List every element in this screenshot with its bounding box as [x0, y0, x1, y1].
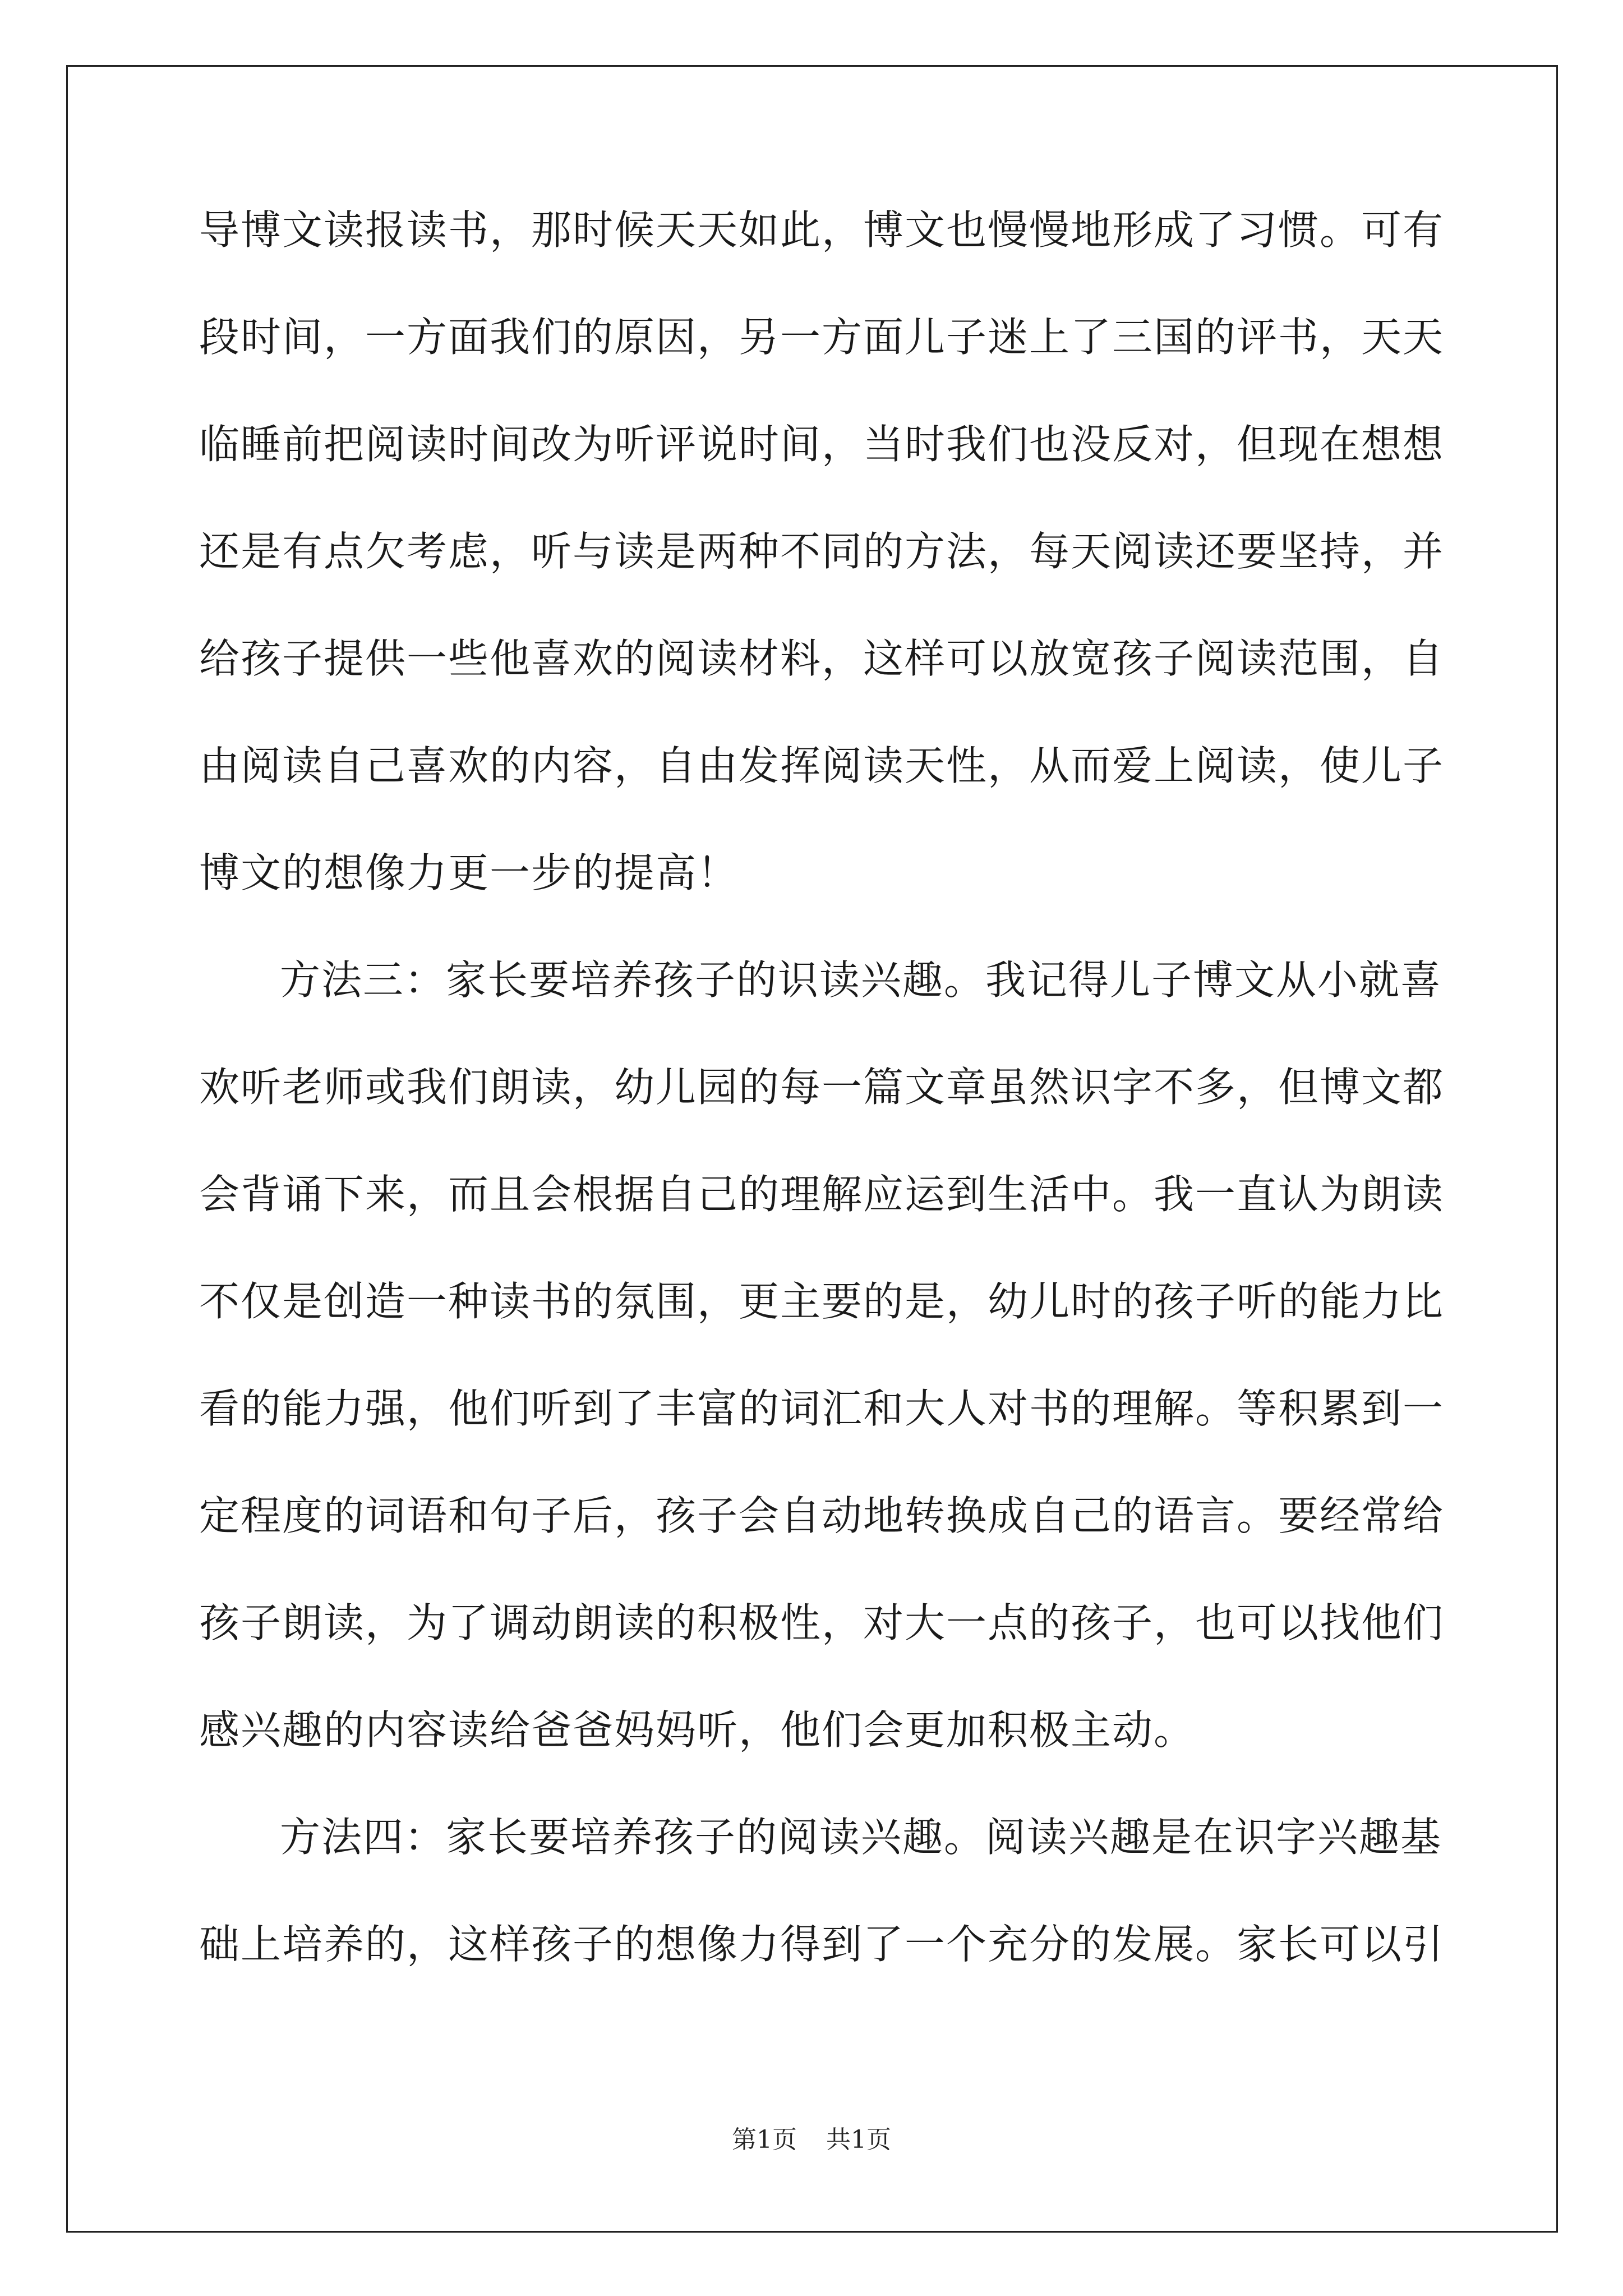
document-body	[199, 177, 1445, 1998]
page-total: 共1页	[826, 2125, 891, 2154]
paragraph-start-line: 方法三：家长要培养孩子的识读兴趣。我记得儿子博文从小就喜	[280, 956, 1442, 1004]
text-line: 博文的想像力更一步的提高！	[199, 849, 739, 896]
text-line: 孩子朗读，为了调动朗读的积极性，对大一点的孩子，也可以找他们	[199, 1599, 1445, 1646]
page-footer	[0, 2123, 1623, 2157]
text-line: 定程度的词语和句子后，孩子会自动地转换成自己的语言。要经常给	[199, 1492, 1445, 1539]
text-line: 欢听老师或我们朗读，幼儿园的每一篇文章虽然识字不多，但博文都	[199, 1064, 1445, 1111]
text-line: 临睡前把阅读时间改为听评说时间，当时我们也没反对，但现在想想	[199, 421, 1445, 468]
text-line: 不仅是创造一种读书的氛围，更主要的是，幼儿时的孩子听的能力比	[199, 1278, 1445, 1325]
text-line: 会背诵下来，而且会根据自己的理解应运到生活中。我一直认为朗读	[199, 1171, 1445, 1218]
text-line: 由阅读自己喜欢的内容，自由发挥阅读天性，从而爱上阅读，使儿子	[199, 742, 1445, 789]
text-line: 感兴趣的内容读给爸爸妈妈听，他们会更加积极主动。	[199, 1706, 1196, 1754]
text-line: 导博文读报读书，那时候天天如此，博文也慢慢地形成了习惯。可有	[199, 206, 1445, 254]
text-line: 段时间，一方面我们的原因，另一方面儿子迷上了三国的评书，天天	[199, 314, 1445, 361]
text-line: 础上培养的，这样孩子的想像力得到了一个充分的发展。家长可以引	[199, 1921, 1445, 1968]
text-line: 给孩子提供一些他喜欢的阅读材料，这样可以放宽孩子阅读范围，自	[199, 635, 1445, 682]
paragraph-start-line: 方法四：家长要培养孩子的阅读兴趣。阅读兴趣是在识字兴趣基	[280, 1814, 1442, 1861]
page-number: 第1页	[732, 2125, 797, 2154]
text-line: 看的能力强，他们听到了丰富的词汇和大人对书的理解。等积累到一	[199, 1385, 1445, 1432]
text-line: 还是有点欠考虑，听与读是两种不同的方法，每天阅读还要坚持，并	[199, 528, 1445, 575]
